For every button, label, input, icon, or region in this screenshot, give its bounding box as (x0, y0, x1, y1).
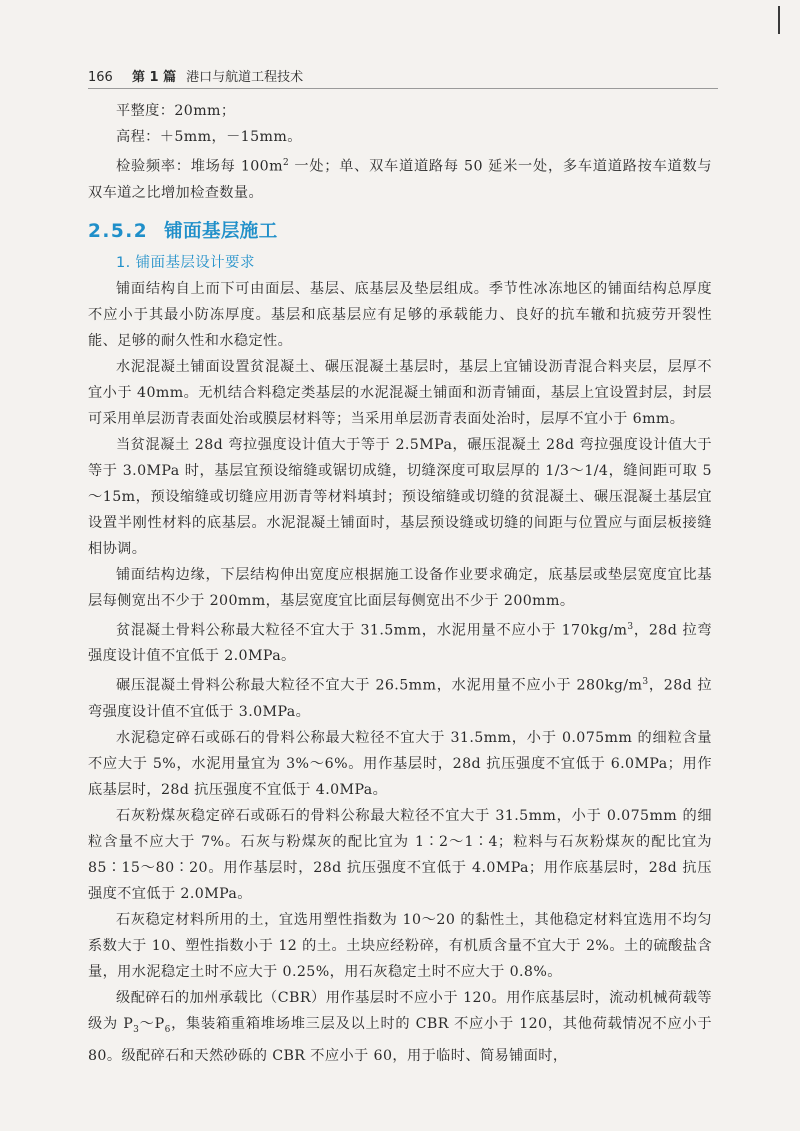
inspection-frequency: 检验频率：堆场每 $100m^2$ 一处；单、双车道道路每 50 延米一处，多车道道路按车道数与双车道之比增加检查数量。 (88, 158, 712, 201)
paragraph: 石灰粉煤灰稳定碎石或砾石的骨料公称最大粒径不宜大于 31.5mm，小于 0.075mm 的细粒含量不应大于 7%。石灰与粉煤灰的配比宜为 1∶2～1∶4；粒料与石灰粉煤灰的配比宜为 85∶15～80∶20。用作基层时，28d 抗压强度不宜低于 4.0MPa；用作底基层时，28d 抗压强度不宜低于 2.0MPa。 (88, 808, 712, 903)
part-label: 第 1 篇 (132, 70, 177, 85)
paragraph: 当贫混凝土 28d 弯拉强度设计值大于等于 2.5MPa，碾压混凝土 28d 弯拉强度设计值大于等于 3.0MPa 时，基层宜预设缩缝或锯切成缝，切缝深度可取层厚的 1/3～1/4，缝间距可取 5～15m，预设缩缝或切缝应用沥青等材料填封；预设缩缝或切缝的贫混凝土、碾压混凝土基层宜设置半刚性材料的底基层。水泥混凝土铺面时，基层预设缝或切缝的间距与位置应与面层板接缝相协调。 (88, 436, 712, 557)
paragraph: 石灰稳定材料所用的土，宜选用塑性指数为 10～20 的黏性土，其他稳定材料宜选用不均匀系数大于 10、塑性指数小于 12 的土。土块应经粉碎，有机质含量不宜大于 2%。土的硫酸盐含量，用水泥稳定土时不应大于 0.25%，用石灰稳定土时不应大于 0.8%。 (88, 912, 712, 981)
paragraph: 铺面结构边缘，下层结构伸出宽度应根据施工设备作业要求确定，底基层或垫层宽度宜比基层每侧宽出不少于 200mm，基层宽度宜比面层每侧宽出不少于 200mm。 (88, 566, 712, 609)
elevation-line: 高程：＋5mm，－15mm。 (116, 129, 302, 145)
paragraph: 碾压混凝土骨料公称最大粒径不宜大于 26.5mm，水泥用量不应小于 $280kg/m^3$，28d 拉弯强度设计值不宜低于 3.0MPa。 (88, 677, 712, 721)
paragraph: 级配碎石的加州承载比（CBR）用作基层时不应小于 120。用作底基层时，流动机械荷载等级为 $P_3\sim P_6$，集装箱重箱堆场堆三层及以上时的 CBR 不应小于 120，其他荷载情况不应小于 80。级配碎石和天然砂砾的 CBR 不应小于 60，用于临时、简易铺面时， (88, 990, 712, 1065)
corner-mark (778, 6, 780, 34)
body-text (88, 98, 712, 1069)
paragraph: 水泥混凝土铺面设置贫混凝土、碾压混凝土基层时，基层上宜铺设沥青混合料夹层，层厚不宜小于 40mm。无机结合料稳定类基层的水泥混凝土铺面和沥青铺面，基层上宜设置封层，封层可采用单层沥青表面处治或膜层材料等；当采用单层沥青表面处治时，层厚不宜小于 6mm。 (88, 358, 712, 427)
running-header (88, 66, 718, 85)
section-heading (88, 217, 712, 247)
section-title: 铺面基层施工 (164, 220, 278, 242)
subsection-heading: 1. 铺面基层设计要求 (116, 254, 255, 271)
flatness-line: 平整度：20mm； (116, 103, 236, 119)
header-rule (88, 88, 718, 89)
section-number: 2.5.2 (88, 220, 149, 242)
paragraph: 水泥稳定碎石或砾石的骨料公称最大粒径不宜大于 31.5mm，小于 0.075mm 的细粒含量不应大于 5%，水泥用量宜为 3%～6%。用作基层时，28d 抗压强度不宜低于 6.0MPa；用作底基层时，28d 抗压强度不宜低于 4.0MPa。 (88, 730, 712, 799)
header-title: 港口与航道工程技术 (186, 70, 304, 85)
paragraph: 铺面结构自上而下可由面层、基层、底基层及垫层组成。季节性冰冻地区的铺面结构总厚度不应小于其最小防冻厚度。基层和底基层应有足够的承载能力、良好的抗车辙和抗疲劳开裂性能、足够的耐久性和水稳定性。 (88, 280, 712, 349)
page-number: 166 (88, 70, 113, 85)
paragraph: 贫混凝土骨料公称最大粒径不宜大于 31.5mm，水泥用量不应小于 $170kg/m^3$，28d 拉弯强度设计值不宜低于 2.0MPa。 (88, 621, 712, 665)
